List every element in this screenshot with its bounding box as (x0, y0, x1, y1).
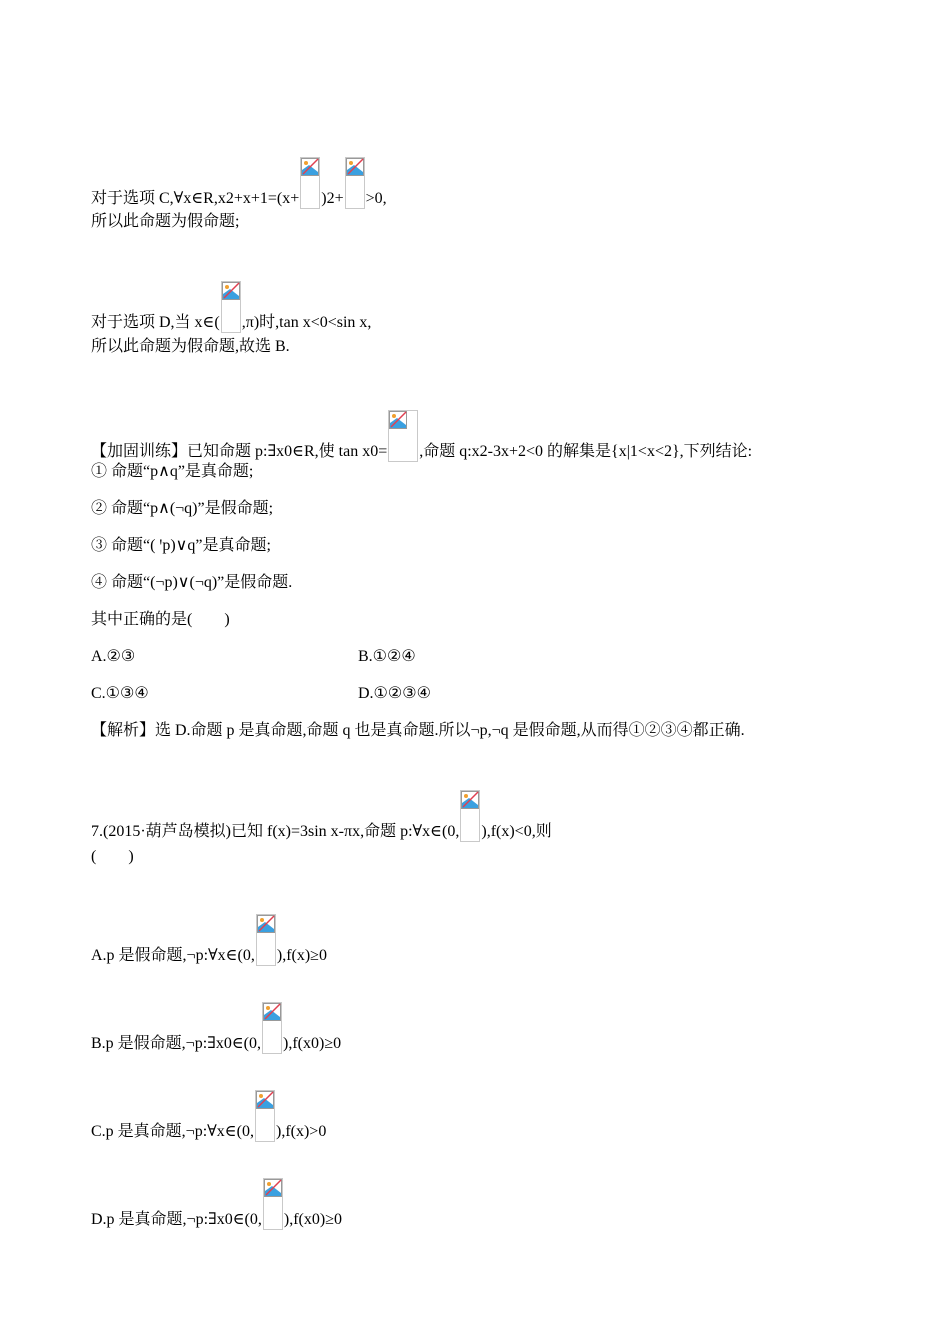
broken-image-icon (262, 1002, 282, 1054)
statement-1: ① 命题“p∧q”是真命题; (91, 463, 254, 480)
broken-image-icon (300, 157, 320, 209)
choice-b: B.①②④ (358, 648, 416, 665)
line-reinforce: 【加固训练】已知命题 p:∃x0∈R,使 tan x0= ,命题 q:x2-3x+2<0 的解集是{x|1<x<2},下列结论: (91, 410, 752, 462)
analysis: 【解析】选 D.命题 p 是真命题,命题 q 也是真命题.所以¬p,¬q 是假命题,从而得①②③④都正确. (91, 722, 745, 739)
statement-3: ③ 命题“( ꞌp)∨q”是真命题; (91, 537, 271, 554)
choice-c: C.①③④ (91, 685, 149, 702)
statement-4: ④ 命题“(¬p)∨(¬q)”是假命题. (91, 574, 293, 591)
broken-image-icon (345, 157, 365, 209)
q7-choice-c: C.p 是真命题,¬p:∀x∈(0, ),f(x)>0 (91, 1090, 326, 1142)
broken-image-icon (255, 1090, 275, 1142)
q7-choice-b: B.p 是假命题,¬p:∃x0∈(0, ),f(x0)≥0 (91, 1002, 341, 1054)
question-7-bracket: ( ) (91, 848, 134, 865)
line-option-c: 对于选项 C,∀x∈R,x2+x+1=(x+ )2+ >0, (91, 157, 387, 209)
q7-choice-d: D.p 是真命题,¬p:∃x0∈(0, ),f(x0)≥0 (91, 1178, 342, 1230)
broken-image-icon (256, 914, 276, 966)
broken-image-icon (263, 1178, 283, 1230)
line-conclusion-1: 所以此命题为假命题; (91, 213, 240, 230)
choice-a: A.②③ (91, 648, 136, 665)
line-option-d: 对于选项 D,当 x∈( ,π)时,tan x<0<sin x, (91, 281, 371, 333)
q7-choice-a: A.p 是假命题,¬p:∀x∈(0, ),f(x)≥0 (91, 914, 327, 966)
line-conclusion-2: 所以此命题为假命题,故选 B. (91, 338, 290, 355)
broken-image-icon (460, 790, 480, 842)
question-7: 7.(2015·葫芦岛模拟)已知 f(x)=3sin x-πx,命题 p:∀x∈(0, ),f(x)<0,则 (91, 790, 552, 842)
broken-image-icon (221, 281, 241, 333)
broken-image-icon (388, 410, 418, 462)
choice-d: D.①②③④ (358, 685, 431, 702)
question-prompt: 其中正确的是( ) (91, 611, 230, 628)
statement-2: ② 命题“p∧(¬q)”是假命题; (91, 500, 274, 517)
